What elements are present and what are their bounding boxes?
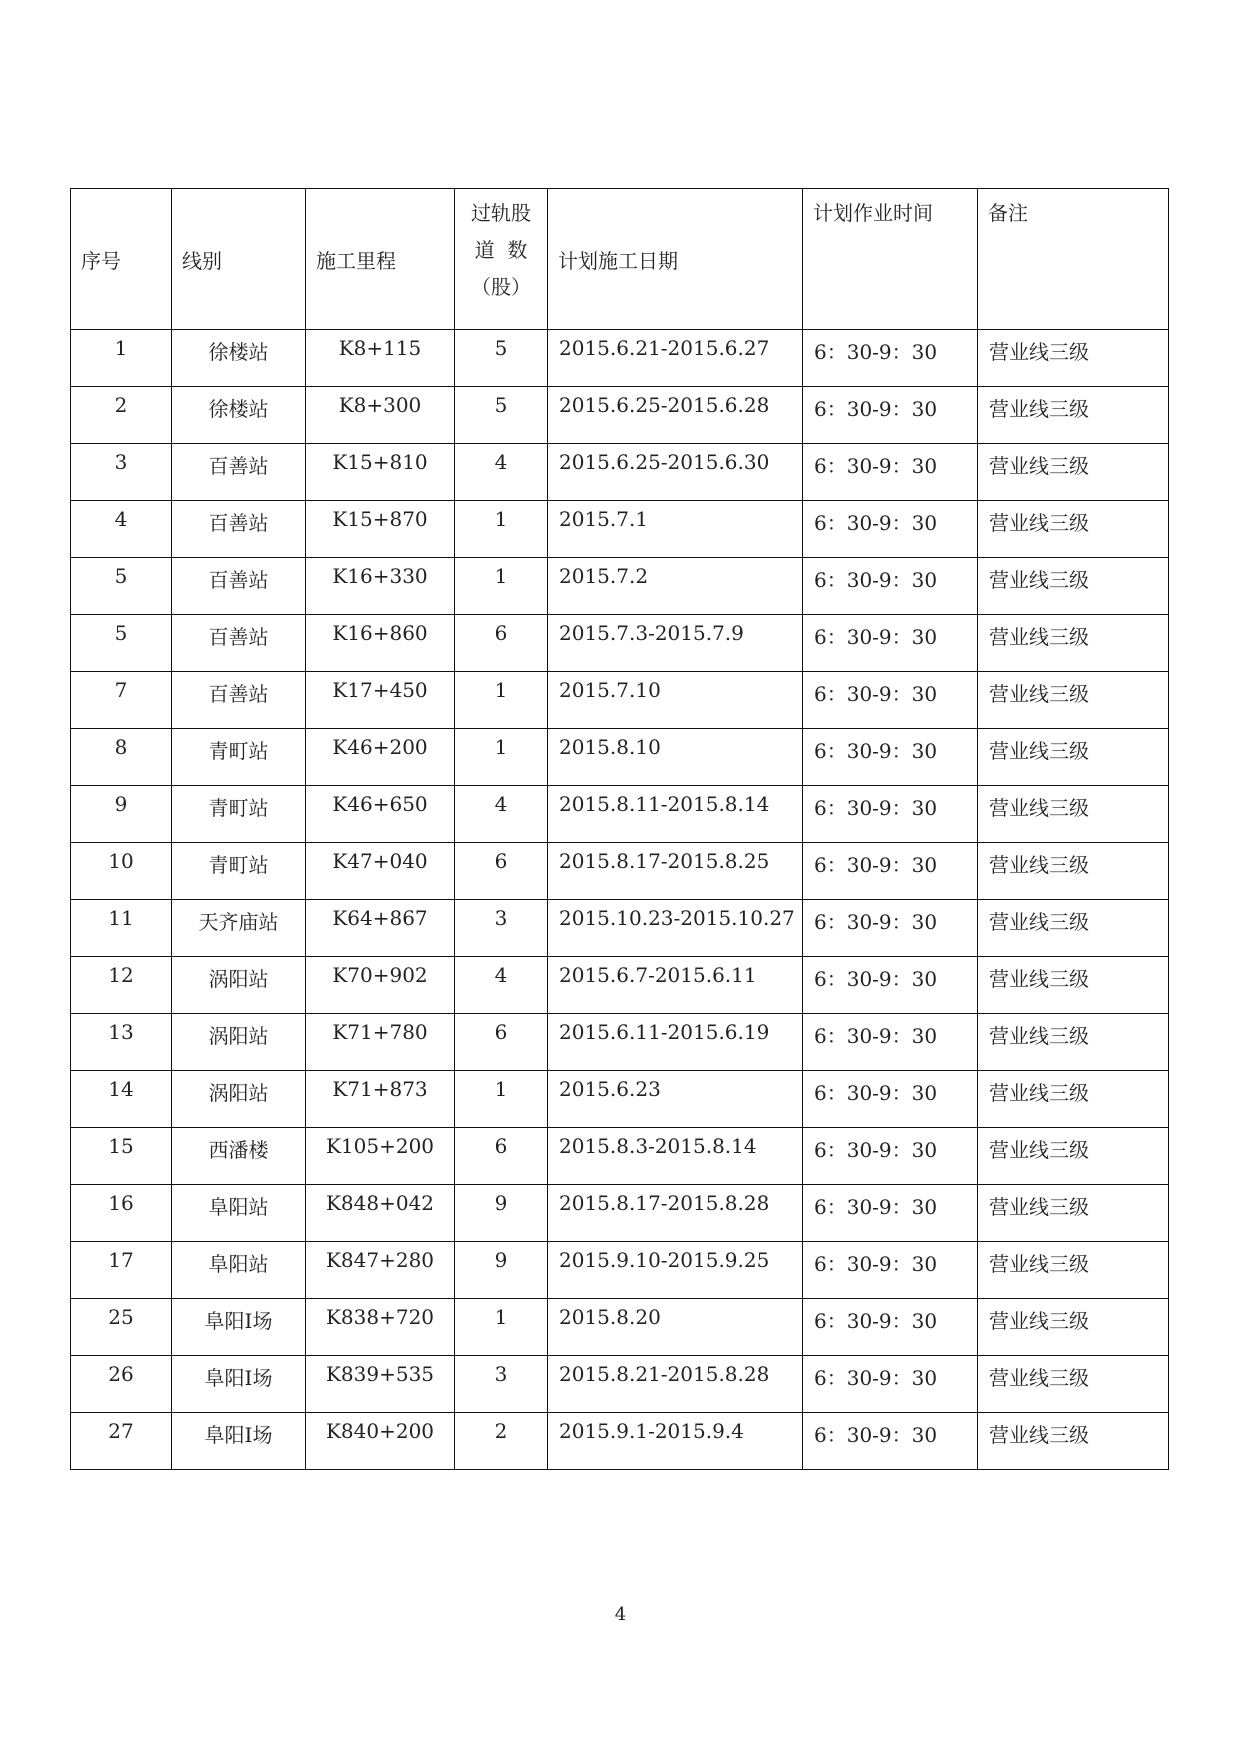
cell-date: 2015.6.25-2015.6.30 — [548, 444, 803, 501]
table-row — [71, 1185, 1169, 1242]
cell-seq: 13 — [71, 1014, 172, 1071]
table-row — [71, 1014, 1169, 1071]
header-tracks — [455, 189, 548, 330]
cell-mileage: K71+780 — [306, 1014, 455, 1071]
cell-date: 2015.7.1 — [548, 501, 803, 558]
cell-time: 6：30-9：30 — [803, 1014, 978, 1071]
cell-tracks: 1 — [455, 501, 548, 558]
cell-mileage: K8+300 — [306, 387, 455, 444]
cell-date: 2015.8.20 — [548, 1299, 803, 1356]
header-row — [71, 189, 1169, 330]
cell-mileage: K46+200 — [306, 729, 455, 786]
cell-mileage: K70+902 — [306, 957, 455, 1014]
cell-date: 2015.8.10 — [548, 729, 803, 786]
cell-seq: 26 — [71, 1356, 172, 1413]
cell-date: 2015.6.21-2015.6.27 — [548, 330, 803, 387]
cell-remark: 营业线三级 — [978, 957, 1169, 1014]
cell-tracks: 6 — [455, 615, 548, 672]
cell-remark: 营业线三级 — [978, 444, 1169, 501]
cell-remark: 营业线三级 — [978, 900, 1169, 957]
cell-tracks: 2 — [455, 1413, 548, 1470]
cell-line: 百善站 — [172, 672, 306, 729]
cell-seq: 1 — [71, 330, 172, 387]
cell-time: 6：30-9：30 — [803, 1185, 978, 1242]
header-tracks-line2: 道 数 — [474, 238, 528, 262]
table-row — [71, 330, 1169, 387]
cell-seq: 2 — [71, 387, 172, 444]
cell-line: 涡阳站 — [172, 1071, 306, 1128]
cell-mileage: K15+810 — [306, 444, 455, 501]
cell-seq: 25 — [71, 1299, 172, 1356]
cell-tracks: 9 — [455, 1242, 548, 1299]
cell-line: 阜阳Ⅰ场 — [172, 1413, 306, 1470]
cell-remark: 营业线三级 — [978, 843, 1169, 900]
cell-time: 6：30-9：30 — [803, 1071, 978, 1128]
cell-mileage: K46+650 — [306, 786, 455, 843]
cell-date: 2015.10.23-2015.10.27 — [548, 900, 803, 957]
cell-time: 6：30-9：30 — [803, 957, 978, 1014]
cell-date: 2015.7.2 — [548, 558, 803, 615]
cell-seq: 14 — [71, 1071, 172, 1128]
cell-remark: 营业线三级 — [978, 1014, 1169, 1071]
cell-date: 2015.6.23 — [548, 1071, 803, 1128]
page-number: 4 — [614, 1604, 627, 1625]
cell-remark: 营业线三级 — [978, 786, 1169, 843]
table-row — [71, 900, 1169, 957]
cell-date: 2015.8.17-2015.8.28 — [548, 1185, 803, 1242]
cell-date: 2015.8.3-2015.8.14 — [548, 1128, 803, 1185]
table-body — [71, 330, 1169, 1470]
cell-time: 6：30-9：30 — [803, 615, 978, 672]
cell-time: 6：30-9：30 — [803, 900, 978, 957]
cell-mileage: K839+535 — [306, 1356, 455, 1413]
cell-line: 天齐庙站 — [172, 900, 306, 957]
table-row — [71, 1242, 1169, 1299]
cell-remark: 营业线三级 — [978, 1413, 1169, 1470]
table-row — [71, 501, 1169, 558]
header-line: 线别 — [172, 189, 306, 330]
cell-time: 6：30-9：30 — [803, 1128, 978, 1185]
cell-line: 百善站 — [172, 444, 306, 501]
cell-time: 6：30-9：30 — [803, 330, 978, 387]
cell-tracks: 6 — [455, 1014, 548, 1071]
header-remark: 备注 — [978, 189, 1169, 330]
cell-seq: 17 — [71, 1242, 172, 1299]
cell-time: 6：30-9：30 — [803, 1413, 978, 1470]
cell-remark: 营业线三级 — [978, 387, 1169, 444]
cell-time: 6：30-9：30 — [803, 558, 978, 615]
header-seq: 序号 — [71, 189, 172, 330]
cell-tracks: 6 — [455, 843, 548, 900]
cell-time: 6：30-9：30 — [803, 501, 978, 558]
cell-line: 徐楼站 — [172, 387, 306, 444]
cell-remark: 营业线三级 — [978, 558, 1169, 615]
cell-time: 6：30-9：30 — [803, 729, 978, 786]
header-date: 计划施工日期 — [548, 189, 803, 330]
table-row — [71, 1356, 1169, 1413]
cell-mileage: K105+200 — [306, 1128, 455, 1185]
cell-date: 2015.7.10 — [548, 672, 803, 729]
cell-tracks: 6 — [455, 1128, 548, 1185]
cell-line: 青町站 — [172, 843, 306, 900]
cell-time: 6：30-9：30 — [803, 387, 978, 444]
table-row — [71, 1413, 1169, 1470]
cell-time: 6：30-9：30 — [803, 1299, 978, 1356]
cell-mileage: K47+040 — [306, 843, 455, 900]
cell-time: 6：30-9：30 — [803, 672, 978, 729]
cell-remark: 营业线三级 — [978, 1185, 1169, 1242]
cell-tracks: 1 — [455, 729, 548, 786]
cell-seq: 8 — [71, 729, 172, 786]
cell-seq: 5 — [71, 558, 172, 615]
cell-remark: 营业线三级 — [978, 1128, 1169, 1185]
cell-line: 百善站 — [172, 501, 306, 558]
cell-remark: 营业线三级 — [978, 1242, 1169, 1299]
cell-tracks: 1 — [455, 672, 548, 729]
cell-mileage: K840+200 — [306, 1413, 455, 1470]
cell-tracks: 9 — [455, 1185, 548, 1242]
cell-date: 2015.6.11-2015.6.19 — [548, 1014, 803, 1071]
cell-time: 6：30-9：30 — [803, 843, 978, 900]
cell-date: 2015.9.10-2015.9.25 — [548, 1242, 803, 1299]
cell-mileage: K16+330 — [306, 558, 455, 615]
cell-line: 阜阳站 — [172, 1242, 306, 1299]
cell-date: 2015.8.21-2015.8.28 — [548, 1356, 803, 1413]
cell-seq: 9 — [71, 786, 172, 843]
table-row — [71, 387, 1169, 444]
cell-mileage: K848+042 — [306, 1185, 455, 1242]
cell-remark: 营业线三级 — [978, 615, 1169, 672]
cell-remark: 营业线三级 — [978, 1071, 1169, 1128]
cell-line: 涡阳站 — [172, 957, 306, 1014]
cell-date: 2015.6.25-2015.6.28 — [548, 387, 803, 444]
cell-seq: 5 — [71, 615, 172, 672]
table-row — [71, 1128, 1169, 1185]
table-row — [71, 1299, 1169, 1356]
cell-mileage: K71+873 — [306, 1071, 455, 1128]
cell-line: 青町站 — [172, 786, 306, 843]
table-row — [71, 729, 1169, 786]
cell-tracks: 5 — [455, 387, 548, 444]
table-row — [71, 672, 1169, 729]
cell-seq: 7 — [71, 672, 172, 729]
cell-line: 阜阳Ⅰ场 — [172, 1356, 306, 1413]
cell-date: 2015.7.3-2015.7.9 — [548, 615, 803, 672]
cell-remark: 营业线三级 — [978, 1299, 1169, 1356]
table-row — [71, 558, 1169, 615]
cell-remark: 营业线三级 — [978, 330, 1169, 387]
cell-mileage: K16+860 — [306, 615, 455, 672]
cell-tracks: 1 — [455, 1299, 548, 1356]
header-tracks-line3: （股） — [471, 275, 531, 299]
cell-mileage: K8+115 — [306, 330, 455, 387]
cell-date: 2015.8.17-2015.8.25 — [548, 843, 803, 900]
cell-mileage: K17+450 — [306, 672, 455, 729]
construction-schedule-table — [70, 188, 1169, 1470]
cell-line: 百善站 — [172, 615, 306, 672]
cell-date: 2015.9.1-2015.9.4 — [548, 1413, 803, 1470]
cell-seq: 4 — [71, 501, 172, 558]
cell-tracks: 4 — [455, 786, 548, 843]
header-time: 计划作业时间 — [803, 189, 978, 330]
cell-line: 西潘楼 — [172, 1128, 306, 1185]
cell-mileage: K847+280 — [306, 1242, 455, 1299]
table-row — [71, 444, 1169, 501]
cell-remark: 营业线三级 — [978, 501, 1169, 558]
cell-seq: 12 — [71, 957, 172, 1014]
cell-remark: 营业线三级 — [978, 1356, 1169, 1413]
cell-line: 青町站 — [172, 729, 306, 786]
cell-time: 6：30-9：30 — [803, 786, 978, 843]
cell-remark: 营业线三级 — [978, 672, 1169, 729]
cell-mileage: K64+867 — [306, 900, 455, 957]
cell-tracks: 5 — [455, 330, 548, 387]
cell-tracks: 1 — [455, 1071, 548, 1128]
cell-time: 6：30-9：30 — [803, 1242, 978, 1299]
cell-line: 百善站 — [172, 558, 306, 615]
cell-seq: 27 — [71, 1413, 172, 1470]
cell-seq: 15 — [71, 1128, 172, 1185]
cell-line: 徐楼站 — [172, 330, 306, 387]
table-row — [71, 615, 1169, 672]
cell-seq: 16 — [71, 1185, 172, 1242]
header-tracks-line1: 过轨股 — [471, 201, 531, 225]
cell-time: 6：30-9：30 — [803, 1356, 978, 1413]
cell-line: 阜阳站 — [172, 1185, 306, 1242]
cell-seq: 10 — [71, 843, 172, 900]
cell-tracks: 3 — [455, 1356, 548, 1413]
table-row — [71, 843, 1169, 900]
header-mileage: 施工里程 — [306, 189, 455, 330]
cell-tracks: 1 — [455, 558, 548, 615]
cell-line: 阜阳Ⅰ场 — [172, 1299, 306, 1356]
cell-remark: 营业线三级 — [978, 729, 1169, 786]
cell-line: 涡阳站 — [172, 1014, 306, 1071]
cell-tracks: 4 — [455, 444, 548, 501]
cell-seq: 3 — [71, 444, 172, 501]
table-row — [71, 957, 1169, 1014]
cell-tracks: 4 — [455, 957, 548, 1014]
cell-seq: 11 — [71, 900, 172, 957]
cell-time: 6：30-9：30 — [803, 444, 978, 501]
table-row — [71, 786, 1169, 843]
cell-mileage: K15+870 — [306, 501, 455, 558]
cell-date: 2015.6.7-2015.6.11 — [548, 957, 803, 1014]
cell-date: 2015.8.11-2015.8.14 — [548, 786, 803, 843]
cell-tracks: 3 — [455, 900, 548, 957]
table-row — [71, 1071, 1169, 1128]
cell-mileage: K838+720 — [306, 1299, 455, 1356]
